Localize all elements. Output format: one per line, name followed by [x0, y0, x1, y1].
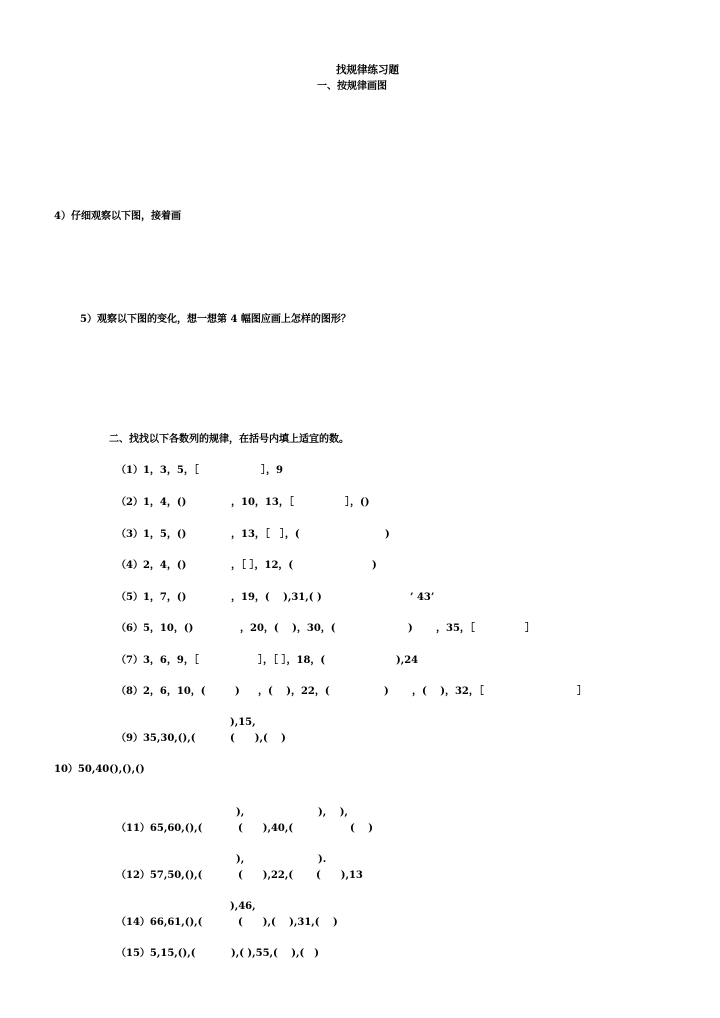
sequence-9-part-b: ( ),( )	[230, 733, 286, 744]
sequence-12-upper-a: ),	[236, 854, 245, 865]
sequence-11-part-b: ( ),40,(	[238, 823, 294, 834]
sequence-3-part-b: ，13，［ ］，(	[231, 529, 300, 540]
sequence-7-part-a: （7）3，6，9，［	[116, 655, 199, 666]
sequence-2-part-c: ］，()	[345, 497, 370, 508]
sequence-9-part-a: （9）35,30,(),(	[116, 733, 196, 744]
sequence-6-part-b: ，20，( )，30，(	[240, 623, 336, 634]
sequence-11-upper-a: ),	[236, 807, 245, 818]
sequence-14-part-b: ( ),( ),31,( )	[238, 917, 338, 928]
sequence-6-part-a: （6）5，10，()	[116, 623, 194, 634]
sequence-5-part-a: （5）1，7，()	[116, 592, 187, 603]
sequence-8-part-d: )	[384, 686, 389, 697]
sequence-11-part-a: （11）65,60,(),(	[116, 823, 203, 834]
sequence-8-part-a: （8）2，6，10，(	[116, 686, 206, 697]
sequence-1-part-a: （1）1，3，5，［	[116, 465, 199, 476]
section-2-heading: 二、找找以下各数列的规律，在括号内填上适宜的数。	[109, 434, 349, 445]
sequence-12-part-c: ( ),13	[316, 870, 363, 881]
sequence-4-part-b: ，［ ］，12，(	[231, 560, 294, 571]
sequence-11-part-c: ( )	[350, 823, 373, 834]
sequence-6-part-d: ，35，［	[436, 623, 475, 634]
question-4: 4）仔细观察以下图，接着画	[54, 211, 181, 222]
sequence-11-upper-b: ), ),	[318, 807, 348, 818]
sequence-4-part-a: （4）2，4，()	[116, 560, 187, 571]
sequence-12-part-a: （12）57,50,(),(	[116, 870, 203, 881]
sequence-5-part-b: ，19，( ),31,( )	[231, 592, 322, 603]
sequence-3-part-c: )	[385, 529, 390, 540]
sequence-15-part-b: ),( ),55,( ),( )	[231, 948, 319, 959]
sequence-8-part-e: ，( )，32，［	[412, 686, 484, 697]
sequence-8-part-f: ］	[577, 686, 587, 697]
sequence-14-part-a: （14）66,61,(),(	[116, 917, 203, 928]
sequence-2-part-a: （2）1，4，()	[116, 497, 187, 508]
sequence-8-part-c: ，( )，22，(	[258, 686, 330, 697]
sequence-3-part-a: （3）1，5，()	[116, 529, 187, 540]
sequence-8-part-b: )	[235, 686, 240, 697]
sequence-4-part-c: )	[372, 560, 377, 571]
sequence-6-part-c: )	[408, 623, 413, 634]
sequence-1-part-b: ］，9	[261, 465, 283, 476]
sequence-9-upper: ),15,	[230, 717, 256, 728]
sequence-7-part-c: ),24	[396, 655, 419, 666]
sequence-6-part-e: ］	[525, 623, 535, 634]
section-1-heading: 一、按规律画图	[317, 81, 387, 92]
sequence-12-part-b: ( ),22,(	[238, 870, 294, 881]
sequence-5-part-c: ’ 43’	[410, 592, 435, 603]
sequence-10: 10）50,40(),(),()	[54, 764, 145, 775]
sequence-14-upper: ),46,	[230, 901, 256, 912]
sequence-7-part-b: ］，［ ］，18，(	[258, 655, 326, 666]
question-5: 5）观察以下图的变化，想一想第 4 幅图应画上怎样的图形？	[80, 314, 351, 325]
sequence-15-part-a: （15）5,15,(),(	[116, 948, 196, 959]
page-title: 找规律练习题	[336, 64, 399, 76]
sequence-2-part-b: ，10，13，［	[231, 497, 294, 508]
sequence-12-upper-b: ).	[318, 854, 327, 865]
